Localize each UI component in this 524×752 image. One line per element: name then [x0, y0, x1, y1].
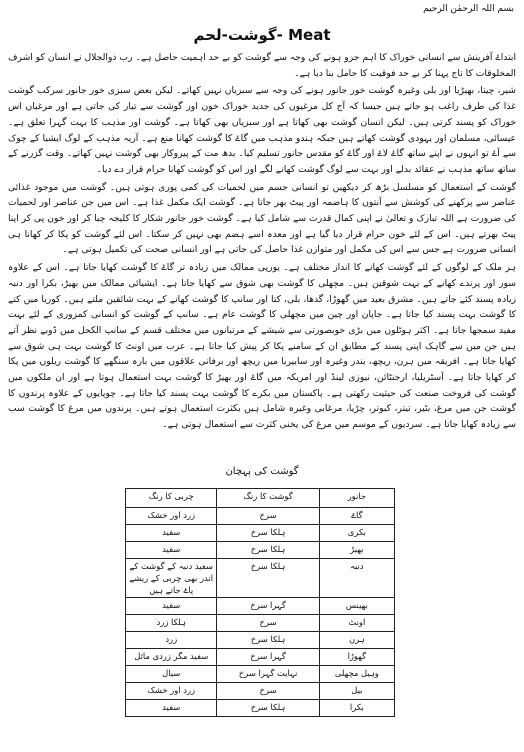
table-header-row [126, 489, 395, 508]
table-row [126, 700, 395, 717]
cell-meat-color: ہلکا سرخ [217, 632, 319, 649]
table-row [126, 666, 395, 683]
cell-meat-color: گہرا سرخ [217, 649, 319, 666]
cell-fat-color: سیال [126, 666, 217, 683]
cell-animal: ہرن [319, 632, 394, 649]
cell-meat-color: ہلکا سرخ [217, 559, 319, 598]
cell-meat-color: ہلکا سرخ [217, 542, 319, 559]
cell-meat-color: سرخ [217, 615, 319, 632]
cell-meat-color: نہایت گہرا سرخ [217, 666, 319, 683]
cell-fat-color: سفید [126, 542, 217, 559]
header-animal: جانور [319, 489, 394, 508]
cell-meat-color: ہلکا سرخ [217, 525, 319, 542]
cell-meat-color: سرخ [217, 508, 319, 525]
cell-meat-color: ہلکا سرخ [217, 700, 319, 717]
cell-animal: بیل [319, 683, 394, 700]
paragraph-nutrition: گوشت کے استعمال کو مسلسل بڑھ کر دیکھیں تو انسانی جسم میں لحمیات کی کمی پوری ہوتی ہیں۔ گوشت میں موجود غذائی عناصر سے پرکھنے کی کوشش سے آنتوں کا ہاضمہ اور پیٹ بھر جاتا ہے۔ گوشت ایک مکمل غذا ہے۔ اس میں جن عناصر اور لحمیات کی ضرورت ہے اللہ تبارک و تعالیٰ نے اپنی کمال قدرت سے شامل کیا ہے۔ گوشت خور جانور شکار کا کلیجہ چبا کر اور خون پی کر اپنا پیٹ بھرتے ہیں۔ اس کے لئے خون حرام قرار دیا گیا ہے اور معدہ اسے ہضم بھی نہیں کر سکتا۔ اس لئے گوشت کو پکا کر کھانا ہی انسانی ضرورت ہے جس سے اس کی مکمل اور متوازن غذا حاصل کی جاتی ہے اور انسانی صحت کی تکمیل ہوتی ہے۔ [8, 181, 516, 256]
cell-fat-color: سفید [126, 700, 217, 717]
cell-animal: گاۓ [319, 508, 394, 525]
cell-animal: بکری [319, 525, 394, 542]
table-row [126, 559, 395, 598]
header-meat-color: گوشت کا رنگ [217, 489, 319, 508]
table-row [126, 508, 395, 525]
cell-animal: اونٹ [319, 615, 394, 632]
table-row [126, 649, 395, 666]
cell-fat-color: سفید دنبہ کے گوشت کے اندر بھی چربی کے ریشے پاۓ جاتے ہیں [126, 559, 217, 598]
article-body [8, 50, 516, 435]
cell-animal: بھینس [319, 598, 394, 615]
page-title: گوشت-لحم- Meat [193, 26, 331, 44]
cell-fat-color: زرد [126, 632, 217, 649]
cell-animal: بھیڑ [319, 542, 394, 559]
paragraph-countries: ہر ملک کے لوگوں کے لئے گوشت کھانے کا انداز مختلف ہے۔ یورپی ممالک میں زیادہ تر گاۓ کا گوشت کھایا جاتا ہے۔ اس کے علاوہ سور اور پرندے کھانے کے بہت شوقین ہیں۔ مچھلی کا گوشت بھی شوق سے کھایا جاتا ہے۔ ایشیائی ممالک میں بھیڑ، بکرا اور دنبہ زیادہ پسند کئے جاتے ہیں۔ مشرق بعید میں گھوڑا، گدھا، بلی، کتا اور سانپ کا گوشت کھانے کے بہت شائقین ملتے ہیں۔ کوریا میں کتے کا گوشت بہت پسند کیا جاتا ہے۔ جاپان اور چین میں مچھلی کا گوشت عام ہے۔ سانپ کے گوشت کو انسانی کمزوری کے لئے بہت مفید سمجھا جاتا ہے۔ اکثر ہوٹلوں میں بڑی خوبصورتی سے شیشے کے مرتبانوں میں مختلف قسم کے سانپ الکحل میں ڈوبے نظر آتے ہیں جن میں سے گاہک اپنی پسند کے مطابق ان کے سامنے پکا کر پیش کیا جاتا ہے۔ عرب میں اونٹ کا گوشت بہت ہی شوق سے کھایا جاتا ہے۔ افریقہ میں ہرن، ریچھ، بندر وغیرہ اور سابیریا میں ریچھ اور برفانی علاقوں میں بارہ سنگھے کا گوشت ریلوں میں پکا کر کھایا جاتا ہے۔ آسٹریلیا، ارجنٹائن، نیوزی لینڈ اور امریکہ میں گاۓ اور بھیڑ کا گوشت بہت استعمال ہوتا ہے اور ان ملکوں میں گوشت کی فروخت صنعت کی حیثیت رکھتی ہے۔ پاکستان میں بکرے کا گوشت بہت پسند کیا جاتا ہے۔ چوپایوں کے علاوہ پرندوں کا گوشت جن میں مرغ، بٹیر، تیتر، کبوتر، چڑیا، مرغابی وغیرہ شامل ہیں بکثرت استعمال ہوتے ہیں۔ پرندوں میں مرغ کا گوشت سب سے زیادہ کھایا جاتا ہے۔ سردیوں کے موسم میں مرغ کی یخنی کثرت سے استعمال ہوتی ہے۔ [8, 262, 516, 431]
header-fat-color: چربی کا رنگ [126, 489, 217, 508]
cell-animal: بکرا [319, 700, 394, 717]
cell-animal: دنبہ [319, 559, 394, 598]
cell-fat-color: زرد اور خشک [126, 683, 217, 700]
cell-animal: گھوڑا [319, 649, 394, 666]
table-row [126, 542, 395, 559]
cell-animal: وہیل مچھلی [319, 666, 394, 683]
paragraph-intro: ابتداۓ آفرینش سے انسانی خوراک کا اہم جزو ہونے کی وجہ سے گوشت کو بے حد اہمیت حاصل ہے۔ رب ذوالجلال نے انسان کو اشرف المخلوقات کا تاج پہنا کر بے حد فوقیت کا حامل بنا دیا ہے۔ [8, 52, 516, 79]
table-row [126, 632, 395, 649]
table-row [126, 683, 395, 700]
table-subtitle: گوشت کی پہچان [225, 466, 299, 477]
cell-fat-color: سفید [126, 598, 217, 615]
table-row [126, 615, 395, 632]
cell-fat-color: سفید مگر زردی مائل [126, 649, 217, 666]
paragraph-diet-religion: شیر، چیتا، بھیڑیا اور بلی وغیرہ گوشت خور جانور ہونے کی وجہ سے سبزیاں نہیں کھاتے۔ لیکن بعض سبزی خور جانور سرکب گوشت غذا کی طرف راغب ہو جاتے ہیں جیسا کہ آج کل مرغیوں کی جدید خوراک خون اور گوشت سے تیار کی جاتی ہے اور مرغیاں اس خوراک کو پسند کرتی ہیں۔ لیکن انسان گوشت بھی کھاتا ہے اور سبزیاں بھی کھاتا ہے۔ گوشت اور مذہب کا بہت گہرا تعلق ہے۔ عیسائی، مسلمان اور یہودی گوشت کھاتے ہیں جبکہ ہندو مذہب میں گاۓ کا گوشت کھانا منع ہے۔ آریہ مذہب کے لوگ ایشیا کے چوک سے آۓ تو انہوں نے اپنے ساتھ گاۓ لاۓ اور گاۓ کو مقدس جانور تسلیم کیا۔ بدھ مت کے پیروکار بھی گوشت نہیں کھاتے۔ وقت گزرنے کے ساتھ ساتھ مذہب نے عقائد بدلے اور بہت سے لوگ گوشت کھانے لگے اور اس کو گوشت کھانا حرام قرار دے دیا۔ [8, 85, 516, 175]
cell-meat-color: گہرا سرخ [217, 598, 319, 615]
cell-fat-color: زرد اور خشک [126, 508, 217, 525]
bismillah-heading: بسم اللہ الرحمٰن الرحیم [423, 4, 514, 14]
meat-identification-table [125, 488, 395, 717]
table-row [126, 598, 395, 615]
cell-fat-color: سفید [126, 525, 217, 542]
table-row [126, 525, 395, 542]
cell-fat-color: ہلکا زرد [126, 615, 217, 632]
cell-meat-color: سرخ [217, 683, 319, 700]
